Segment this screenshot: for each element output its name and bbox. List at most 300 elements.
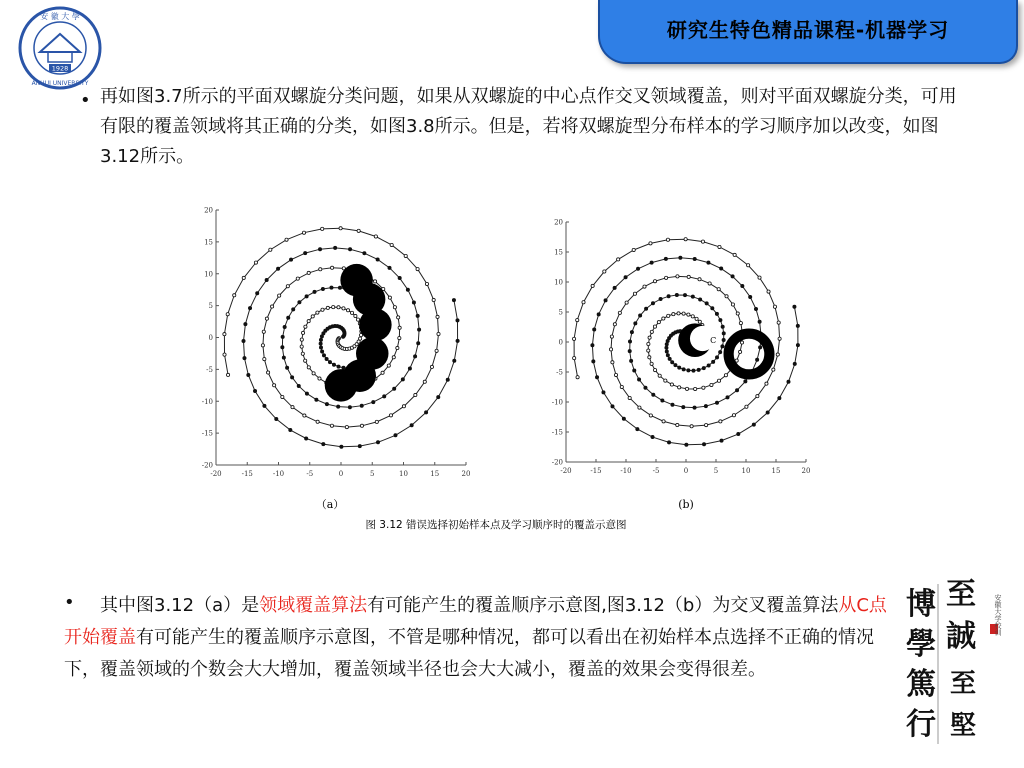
spiral-point-filled [348,248,351,251]
spiral-point-hollow [657,321,660,324]
spiral-point-hollow [223,353,226,356]
spiral-point-filled [668,357,671,360]
spiral-point-filled [408,367,411,370]
x-tick-label: -20 [560,467,572,475]
spiral-point-hollow [319,268,322,271]
x-tick-label: 10 [741,467,751,475]
spiral-point-filled [682,368,685,371]
svg-text:1928: 1928 [51,64,69,73]
spiral-point-filled [319,338,322,341]
spiral-point-hollow [767,290,770,293]
spiral-point-filled [720,267,723,270]
coverage-ring [729,334,770,375]
spiral-point-hollow [396,346,399,349]
x-tick-label: -10 [620,467,632,475]
spiral-point-hollow [332,306,335,309]
spiral-point-filled [281,346,284,349]
spiral-point-filled [282,356,285,359]
spiral-point-hollow [625,301,628,304]
label-a: （a） [315,498,345,511]
spiral-point-hollow [262,330,265,333]
para2-part2: 有可能产生的覆盖顺序示意图,图3.12（b）为交叉覆盖算法 [367,595,839,616]
spiral-point-filled [322,443,325,446]
spiral-point-hollow [678,386,681,389]
spiral-point-filled [634,322,637,325]
spiral-point-hollow [263,357,266,360]
spiral-point-hollow [662,317,665,320]
course-title-banner [598,0,1018,64]
spiral-point-filled [671,403,674,406]
spiral-point-hollow [732,414,735,417]
x-tick-label: 15 [771,467,781,475]
spiral-point-filled [256,292,259,295]
spiral-point-hollow [404,254,407,257]
x-tick-label: 20 [801,467,811,475]
spiral-point-hollow [772,368,775,371]
spiral-point-filled [244,323,247,326]
spiral-point-hollow [591,284,594,287]
y-tick-label: 20 [204,206,213,215]
spiral-point-filled [291,376,294,379]
point-c-label: C [710,336,717,346]
spiral-point-filled [305,392,308,395]
x-tick-label: 10 [399,470,408,478]
spiral-point-hollow [582,301,585,304]
spiral-point-filled [722,338,725,341]
spiral-point-hollow [664,379,667,382]
y-tick-label: -20 [551,458,563,467]
spiral-point-hollow [436,315,439,318]
spiral-point-hollow [617,258,620,261]
course-title: 研究生特色精品课程-机器学习 [666,18,950,42]
svg-text:博: 博 [906,587,936,622]
spiral-point-filled [667,295,670,298]
x-tick-label: 0 [338,470,344,478]
spiral-point-filled [796,344,799,347]
spiral-point-filled [754,307,757,310]
para2-part3: 有可能产生的覆盖顺序示意图，不管是哪种情况，都可以看出在初始样本点选择不正确的情况下，覆盖领域的个数会大大增加，覆盖领域半径也会大大减小，覆盖的效果会变得很差。 [64,627,874,680]
spiral-point-filled [752,423,755,426]
svg-text:至: 至 [950,669,977,699]
x-tick-label: 5 [713,467,719,475]
spiral-point-filled [265,278,268,281]
spiral-point-filled [719,319,722,322]
spiral-point-filled [412,301,415,304]
spiral-point-hollow [572,337,575,340]
svg-text:堅: 堅 [950,711,977,741]
spiral-point-filled [749,295,752,298]
spiral-point-hollow [389,414,392,417]
spiral-point-filled [744,380,747,383]
spiral-point-filled [756,358,759,361]
y-tick-label: -5 [556,368,563,377]
spiral-point-hollow [650,330,653,333]
y-tick-label: -10 [201,397,213,406]
spiral-point-filled [363,252,366,255]
spiral-point-hollow [666,238,669,241]
spiral-point-filled [313,290,316,293]
spiral-point-hollow [773,305,776,308]
spiral-point-filled [315,398,318,401]
spiral-point-filled [651,302,654,305]
spiral-point-filled [593,328,596,331]
spiral-point-hollow [611,361,614,364]
spiral-point-filled [321,287,324,290]
spiral-point-hollow [402,405,405,408]
spiral-point-filled [722,332,725,335]
spiral-point-filled [628,340,631,343]
spiral-point-filled [667,441,670,444]
spiral-point-hollow [650,362,653,365]
y-tick-label: 10 [204,270,213,279]
spiral-point-filled [322,354,325,357]
spiral-point-filled [287,316,290,319]
svg-text:安 徽 大 學: 安 徽 大 學 [40,12,80,21]
spiral-point-filled [453,359,456,362]
spiral-point-filled [715,356,718,359]
spiral-point-filled [376,441,379,444]
spiral-point-filled [337,365,340,368]
spiral-point-hollow [254,261,257,264]
spiral-point-hollow [281,395,284,398]
spiral-point-filled [376,258,379,261]
spiral-point-filled [416,314,419,317]
spiral-point-hollow [388,296,391,299]
y-tick-label: 15 [554,248,563,257]
spiral-point-hollow [685,387,688,390]
bullet-marker-2: • [64,592,75,613]
spiral-point-filled [683,294,686,297]
spiral-point-filled [664,257,667,260]
spiral-point-hollow [684,238,687,241]
spiral-point-filled [693,257,696,260]
spiral-point-filled [319,346,322,349]
spiral-point-filled [666,339,669,342]
spiral-point-filled [298,301,301,304]
spiral-point-filled [348,406,351,409]
spiral-point-hollow [648,356,651,359]
spiral-point-hollow [302,231,305,234]
spiral-point-hollow [381,371,384,374]
spiral-point-hollow [736,312,739,315]
svg-text:至: 至 [946,577,976,612]
chart-b [552,219,811,476]
spiral-point-hollow [765,382,768,385]
spiral-point-hollow [717,379,720,382]
spiral-point-hollow [278,294,281,297]
spiral-point-filled [304,252,307,255]
spiral-point-hollow [301,331,304,334]
spiral-point-filled [679,256,682,259]
spiral-point-filled [611,405,614,408]
x-tick-label: -10 [272,470,285,478]
spiral-point-hollow [286,285,289,288]
spiral-point-filled [394,434,397,437]
y-tick-label: -15 [551,428,563,437]
spiral-point-filled [398,276,401,279]
spiral-point-hollow [719,420,722,423]
spiral-point-hollow [342,307,345,310]
spiral-point-hollow [330,424,333,427]
spiral-point-hollow [233,294,236,297]
spiral-point-filled [759,346,762,349]
spiral-point-filled [597,313,600,316]
x-tick-label: -5 [652,467,660,475]
spiral-point-hollow [387,364,390,367]
spiral-point-filled [699,298,702,301]
spiral-point-hollow [705,424,708,427]
spiral-point-filled [707,364,710,367]
spiral-point-filled [639,314,642,317]
figure-3-12 [196,196,816,546]
spiral-point-hollow [682,312,685,315]
coverage-disk [325,369,358,402]
spiral-point-filled [372,400,375,403]
spiral-point-filled [665,346,668,349]
spiral-point-filled [283,325,286,328]
spiral-point-hollow [738,350,741,353]
spiral-point-hollow [273,384,276,387]
spiral-point-hollow [392,356,395,359]
spiral-point-hollow [304,325,307,328]
spiral-point-hollow [312,372,315,375]
spiral-point-hollow [425,282,428,285]
spiral-point-filled [406,288,409,291]
spiral-point-filled [778,396,781,399]
spiral-point-hollow [718,245,721,248]
spiral-point-filled [671,361,674,364]
spiral-point-filled [796,324,799,327]
coverage-disk [359,309,392,342]
spiral-point-hollow [647,342,650,345]
spiral-point-hollow [285,238,288,241]
spiral-point-filled [644,386,647,389]
spiral-point-filled [637,378,640,381]
x-tick-label: 20 [461,470,471,478]
spiral-point-filled [628,350,631,353]
spiral-point-filled [305,295,308,298]
spiral-point-hollow [725,295,728,298]
spiral-point-hollow [374,235,377,238]
spiral-point-filled [720,439,723,442]
spiral-point-filled [332,363,335,366]
spiral-point-hollow [653,280,656,283]
spiral-point-filled [393,387,396,390]
spiral-point-filled [417,342,420,345]
spiral-point-filled [705,302,708,305]
spiral-point-filled [456,319,459,322]
spiral-point-hollow [360,424,363,427]
figure-caption: 图 3.12 错误选择初始样本点及学习顺序时的覆盖示意图 [365,519,627,531]
spiral-point-filled [682,406,685,409]
x-tick-label: -5 [306,470,314,478]
spiral-point-filled [661,399,664,402]
spiral-point-filled [595,376,598,379]
spiral-point-filled [276,267,279,270]
spiral-point-hollow [242,276,245,279]
x-tick-label: 0 [683,467,689,475]
spiral-point-hollow [610,335,613,338]
spiral-point-hollow [414,393,417,396]
spiral-point-filled [338,286,341,289]
spiral-point-filled [340,445,343,448]
spiral-point-filled [675,293,678,296]
svg-text:ANHUI UNIVERSITY: ANHUI UNIVERSITY [31,80,89,87]
spiral-point-filled [630,359,633,362]
spiral-point-hollow [357,229,360,232]
svg-text:篤: 篤 [906,667,936,702]
spiral-point-filled [692,369,695,372]
spiral-point-filled [731,275,734,278]
spiral-point-hollow [300,345,303,348]
university-logo [18,6,102,90]
spiral-point-hollow [756,395,759,398]
spiral-point-hollow [350,311,353,314]
spiral-point-hollow [432,298,435,301]
spiral-point-hollow [316,311,319,314]
chart-a [202,207,471,479]
spiral-point-hollow [223,333,226,336]
svg-text:安徽大学校训: 安徽大学校训 [994,594,1002,636]
spiral-point-hollow [269,248,272,251]
spiral-point-filled [297,384,300,387]
spiral-point-hollow [632,248,635,251]
spiral-point-filled [644,307,647,310]
spiral-point-filled [674,364,677,367]
spiral-point-filled [659,297,662,300]
spiral-point-filled [253,389,256,392]
spiral-point-filled [602,391,605,394]
spiral-point-hollow [702,386,705,389]
spiral-point-hollow [304,359,307,362]
spiral-point-hollow [776,353,779,356]
spiral-point-filled [715,401,718,404]
spiral-point-hollow [398,326,401,329]
spiral-point-filled [289,258,292,261]
spiral-point-filled [793,362,796,365]
spiral-point-filled [693,406,696,409]
spiral-point-hollow [658,374,661,377]
spiral-point-hollow [649,414,652,417]
y-tick-label: 15 [204,238,213,247]
paragraph-explanation [64,590,894,686]
spiral-point-filled [687,369,690,372]
spiral-point-filled [410,424,413,427]
spiral-point-hollow [603,270,606,273]
spiral-point-hollow [356,318,359,321]
spiral-point-filled [758,320,761,323]
spiral-point-filled [726,396,729,399]
spiral-point-filled [318,248,321,251]
y-tick-label: 0 [208,334,213,342]
spiral-point-filled [334,246,337,249]
spiral-point-hollow [291,406,294,409]
spiral-point-filled [636,427,639,430]
spiral-point-filled [721,325,724,328]
spiral-point-hollow [576,376,579,379]
spiral-point-filled [342,366,345,369]
y-tick-label: -20 [201,461,213,470]
svg-text:行: 行 [906,707,936,742]
spiral-point-hollow [695,317,698,320]
spiral-point-filled [704,405,707,408]
spiral-point-filled [452,298,455,301]
spiral-point-filled [604,299,607,302]
spiral-point-filled [360,404,363,407]
spiral-point-hollow [435,349,438,352]
spiral-point-hollow [296,277,299,280]
spiral-point-hollow [437,332,440,335]
spiral-point-hollow [672,313,675,316]
spiral-point-hollow [710,383,713,386]
spiral-point-filled [622,417,625,420]
spiral-point-hollow [345,425,348,428]
spiral-point-hollow [638,406,641,409]
spiral-point-filled [424,411,427,414]
spiral-point-hollow [649,242,652,245]
spiral-point-filled [275,417,278,420]
spiral-point-filled [286,366,289,369]
spiral-point-filled [330,286,333,289]
spiral-point-hollow [316,420,319,423]
spiral-point-hollow [691,315,694,318]
spiral-point-filled [787,380,790,383]
spiral-point-filled [325,357,328,360]
spiral-point-filled [630,331,633,334]
spiral-point-filled [650,261,653,264]
spiral-point-hollow [266,371,269,374]
spiral-point-hollow [346,309,349,312]
spiral-point-hollow [390,243,393,246]
spiral-point-filled [325,403,328,406]
spiral-point-filled [413,355,416,358]
spiral-point-hollow [270,305,273,308]
spiral-point-hollow [667,314,670,317]
spiral-point-hollow [326,306,329,309]
spiral-point-hollow [676,423,679,426]
para2-highlight1: 领域覆盖算法 [259,595,368,616]
spiral-point-hollow [226,373,229,376]
spiral-point-filled [685,443,688,446]
spiral-point-hollow [687,313,690,316]
x-tick-label: -20 [210,470,222,478]
spiral-point-hollow [613,323,616,326]
spiral-point-hollow [373,280,376,283]
y-tick-label: 0 [558,338,563,347]
spiral-point-hollow [717,288,720,291]
spiral-point-hollow [618,311,621,314]
spiral-point-hollow [620,385,623,388]
spiral-point-filled [591,344,594,347]
spiral-point-hollow [739,321,742,324]
spiral-point-hollow [665,276,668,279]
spiral-point-hollow [643,285,646,288]
spiral-point-filled [388,266,391,269]
spiral-point-filled [652,393,655,396]
spiral-point-filled [715,312,718,315]
y-tick-label: 5 [208,302,213,311]
spiral-point-filled [702,443,705,446]
para2-part1: 其中图3.12（a）是 [100,595,260,616]
spiral-point-hollow [777,321,780,324]
spiral-point-filled [247,373,250,376]
spiral-point-hollow [698,278,701,281]
spiral-point-filled [383,395,386,398]
spiral-point-hollow [358,337,361,340]
spiral-point-hollow [653,325,656,328]
spiral-point-hollow [614,373,617,376]
spiral-point-filled [320,335,323,338]
